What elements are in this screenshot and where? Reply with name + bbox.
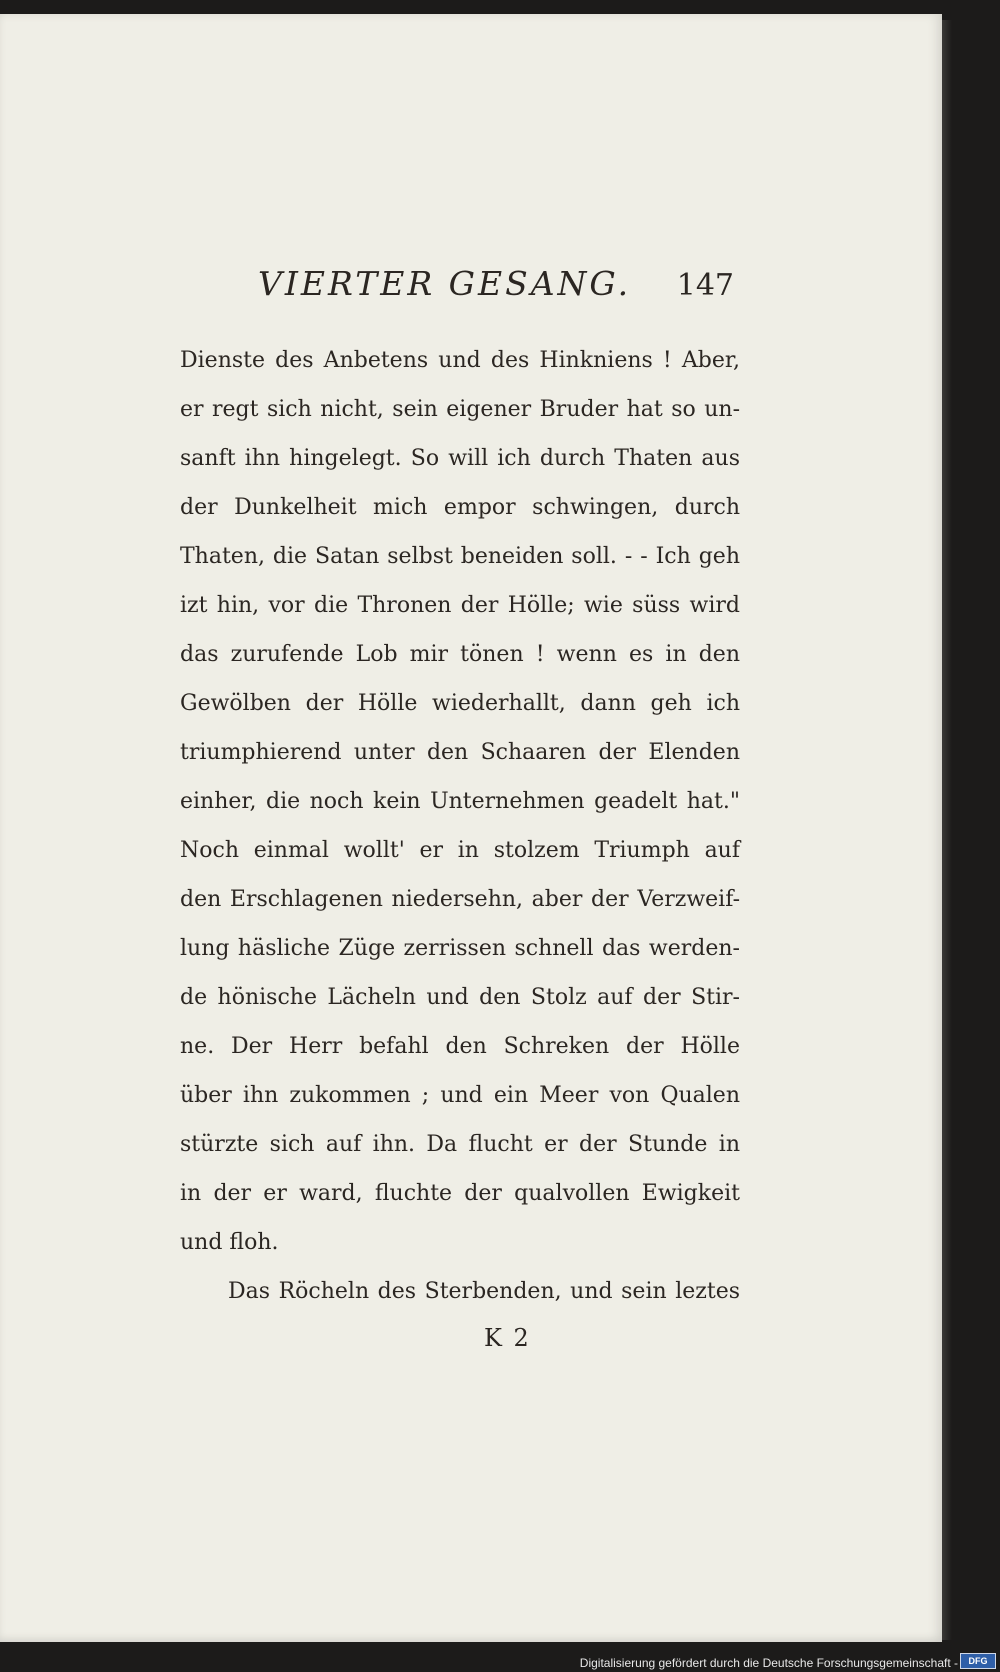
text-line: sanft ihn hingelegt. So will ich durch Thaten aus — [180, 446, 740, 471]
text-line: lung häsliche Züge zerrissen schnell das werden- — [180, 936, 740, 961]
text-line: Thaten, die Satan selbst beneiden soll. - - Ich geh — [180, 544, 740, 569]
text-line: Noch einmal wollt' er in stolzem Triumph auf — [180, 838, 740, 863]
text-line: einher, die noch kein Unternehmen geadelt hat." — [180, 789, 740, 814]
body-text — [180, 336, 740, 1316]
digitization-credit: Digitalisierung gefördert durch die Deutsche Forschungsgemeinschaft - — [579, 1656, 958, 1670]
text-line: in der er ward, fluchte der qualvollen Ewigkeit — [180, 1181, 740, 1206]
text-line: ne. Der Herr befahl den Schreken der Hölle — [180, 1034, 740, 1059]
text-line: izt hin, vor die Thronen der Hölle; wie süss wird — [180, 593, 740, 618]
running-title: VIERTER GESANG. — [258, 264, 632, 303]
text-line: Das Röcheln des Sterbenden, und sein leztes — [228, 1279, 740, 1304]
page-edge — [942, 20, 952, 1640]
text-line: das zurufende Lob mir tönen ! wenn es in den — [180, 642, 740, 667]
book-page — [0, 14, 942, 1642]
page-header — [258, 264, 734, 314]
dfg-logo: DFG — [960, 1653, 996, 1669]
signature-mark: K 2 — [484, 1324, 531, 1352]
text-line: der Dunkelheit mich empor schwingen, durch — [180, 495, 740, 520]
text-line: stürzte sich auf ihn. Da flucht er der Stunde in — [180, 1132, 740, 1157]
text-line: er regt sich nicht, sein eigener Bruder hat so un- — [180, 397, 740, 422]
text-line: über ihn zukommen ; und ein Meer von Qualen — [180, 1083, 740, 1108]
text-line: den Erschlagenen niedersehn, aber der Verzweif- — [180, 887, 740, 912]
text-line: de hönische Lächeln und den Stolz auf der Stir- — [180, 985, 740, 1010]
page-number: 147 — [676, 268, 734, 303]
text-line: triumphierend unter den Schaaren der Elenden — [180, 740, 740, 765]
text-line: Gewölben der Hölle wiederhallt, dann geh ich — [180, 691, 740, 716]
text-line: und floh. — [180, 1230, 279, 1255]
text-line: Dienste des Anbetens und des Hinkniens ! Aber, — [180, 348, 740, 373]
